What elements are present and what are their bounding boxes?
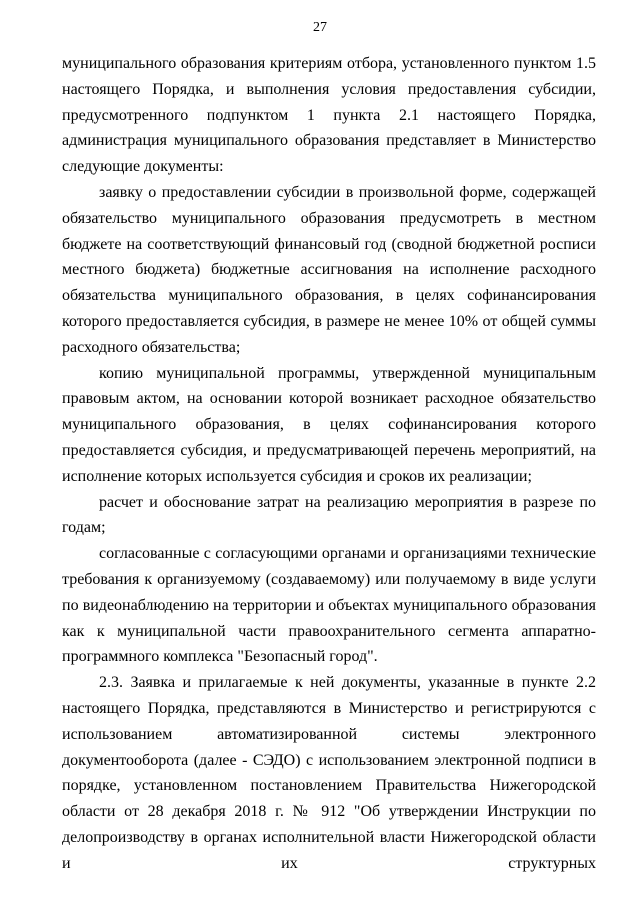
paragraph-continuation: муниципального образования критериям отбора, установленного пунктом 1.5 настоящего Порядка, и выполнения условия предоставления субсидии, предусмотренного подпунктом 1 пункта 2.1 настоящего Порядка, администрация муниципального образования представляет в Министерство следующие документы: <box>62 55 596 176</box>
page-number: 27 <box>313 20 327 35</box>
document-body <box>62 51 596 877</box>
paragraph-section-2-3: 2.3. Заявка и прилагаемые к ней документы, указанные в пункте 2.2 настоящего Порядка, представляются в Министерство и регистрируются с использованием автоматизированной системы электронного документооборота (далее - СЭДО) с использованием электронной подписи в порядке, установленном постановлением Правительства Нижегородской области от 28 декабря 2018 г. № 912 "Об утверждении Инструкции по делопроизводству в органах исполнительной власти Нижегородской области и их структурных <box>62 674 596 872</box>
paragraph-cost-calculation: расчет и обоснование затрат на реализацию мероприятия в разрезе по годам; <box>62 493 596 537</box>
paragraph-program-copy: копию муниципальной программы, утвержденной муниципальным правовым актом, на основании которой возникает расходное обязательство муниципального образования, в целях софинансирования которого предоставляется субсидия, и предусматривающей перечень мероприятий, на исполнение которых используется субсидия и сроков их реализации; <box>62 364 596 485</box>
paragraph-technical-requirements: согласованные с согласующими органами и организациями технические требования к организуемому (создаваемому) или получаемому в виде услуги по видеонаблюдению на территории и объектах муниципального образования как к муниципальной части правоохранительного сегмента аппаратно-программного комплекса "Безопасный город". <box>62 545 596 666</box>
paragraph-application: заявку о предоставлении субсидии в произвольной форме, содержащей обязательство муниципального образования предусмотреть в местном бюджете на соответствующий финансовый год (сводной бюджетной росписи местного бюджета) бюджетные ассигнования на исполнение расходного обязательства муниципального образования, в целях софинансирования которого предоставляется субсидия, в размере не менее 10% от общей суммы расходного обязательства; <box>62 183 596 356</box>
